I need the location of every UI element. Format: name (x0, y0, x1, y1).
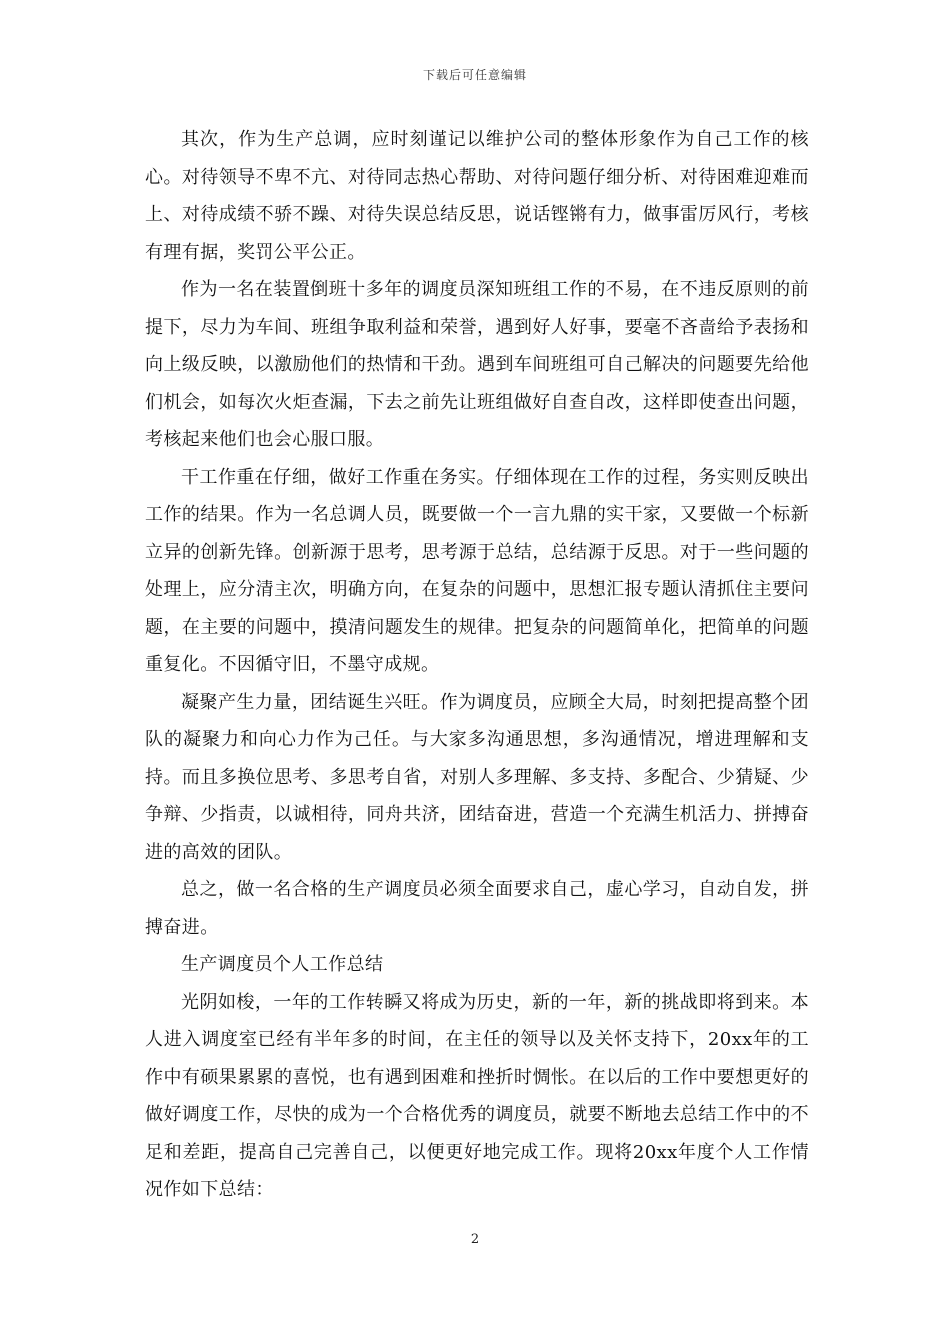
paragraph: 凝聚产生力量，团结诞生兴旺。作为调度员，应顾全大局，时刻把提高整个团队的凝聚力和向心力作为己任。与大家多沟通思想，多沟通情况，增进理解和支持。而且多换位思考、多思考自省，对别人多理解、多支持、多配合、少猜疑、少争辩、少指责，以诚相待，同舟共济，团结奋进，营造一个充满生机活力、拼搏奋进的高效的团队。 (145, 691, 809, 863)
paragraph: 光阴如梭，一年的工作转瞬又将成为历史，新的一年，新的挑战即将到来。本人进入调度室已经有半年多的时间，在主任的领导以及关怀支持下，20xx年的工作中有硕果累累的喜悦，也有遇到困难和挫折时惆怅。在以后的工作中要想更好的做好调度工作，尽快的成为一个合格优秀的调度员，就要不断地去总结工作中的不足和差距，提高自己完善自己，以便更好地完成工作。现将20xx年度个人工作情况作如下总结： (145, 991, 809, 1200)
document-body (145, 121, 809, 1209)
paragraph: 总之，做一名合格的生产调度员必须全面要求自己，虚心学习，自动自发，拼搏奋进。 (145, 879, 809, 938)
page-header-note: 下载后可任意编辑 (422, 68, 527, 82)
section-heading: 生产调度员个人工作总结 (181, 954, 384, 975)
page-number: 2 (470, 1232, 480, 1247)
paragraph: 作为一名在装置倒班十多年的调度员深知班组工作的不易，在不违反原则的前提下，尽力为车间、班组争取利益和荣誉，遇到好人好事，要毫不吝啬给予表扬和向上级反映，以激励他们的热情和干劲。遇到车间班组可自己解决的问题要先给他们机会，如每次火炬查漏，下去之前先让班组做好自查自改，这样即使查出问题，考核起来他们也会心服口服。 (145, 279, 809, 450)
paragraph: 其次，作为生产总调，应时刻谨记以维护公司的整体形象作为自己工作的核心。对待领导不卑不亢、对待同志热心帮助、对待问题仔细分析、对待困难迎难而上、对待成绩不骄不躁、对待失误总结反思，说话铿锵有力，做事雷厉风行，考核有理有据，奖罚公平公正。 (145, 129, 809, 263)
paragraph: 干工作重在仔细，做好工作重在务实。仔细体现在工作的过程，务实则反映出工作的结果。作为一名总调人员，既要做一个一言九鼎的实干家，又要做一个标新立异的创新先锋。创新源于思考，思考源于总结，总结源于反思。对于一些问题的处理上，应分清主次，明确方向，在复杂的问题中，思想汇报专题认清抓住主要问题，在主要的问题中，摸清问题发生的规律。把复杂的问题简单化，把简单的问题重复化。不因循守旧，不墨守成规。 (145, 466, 809, 675)
